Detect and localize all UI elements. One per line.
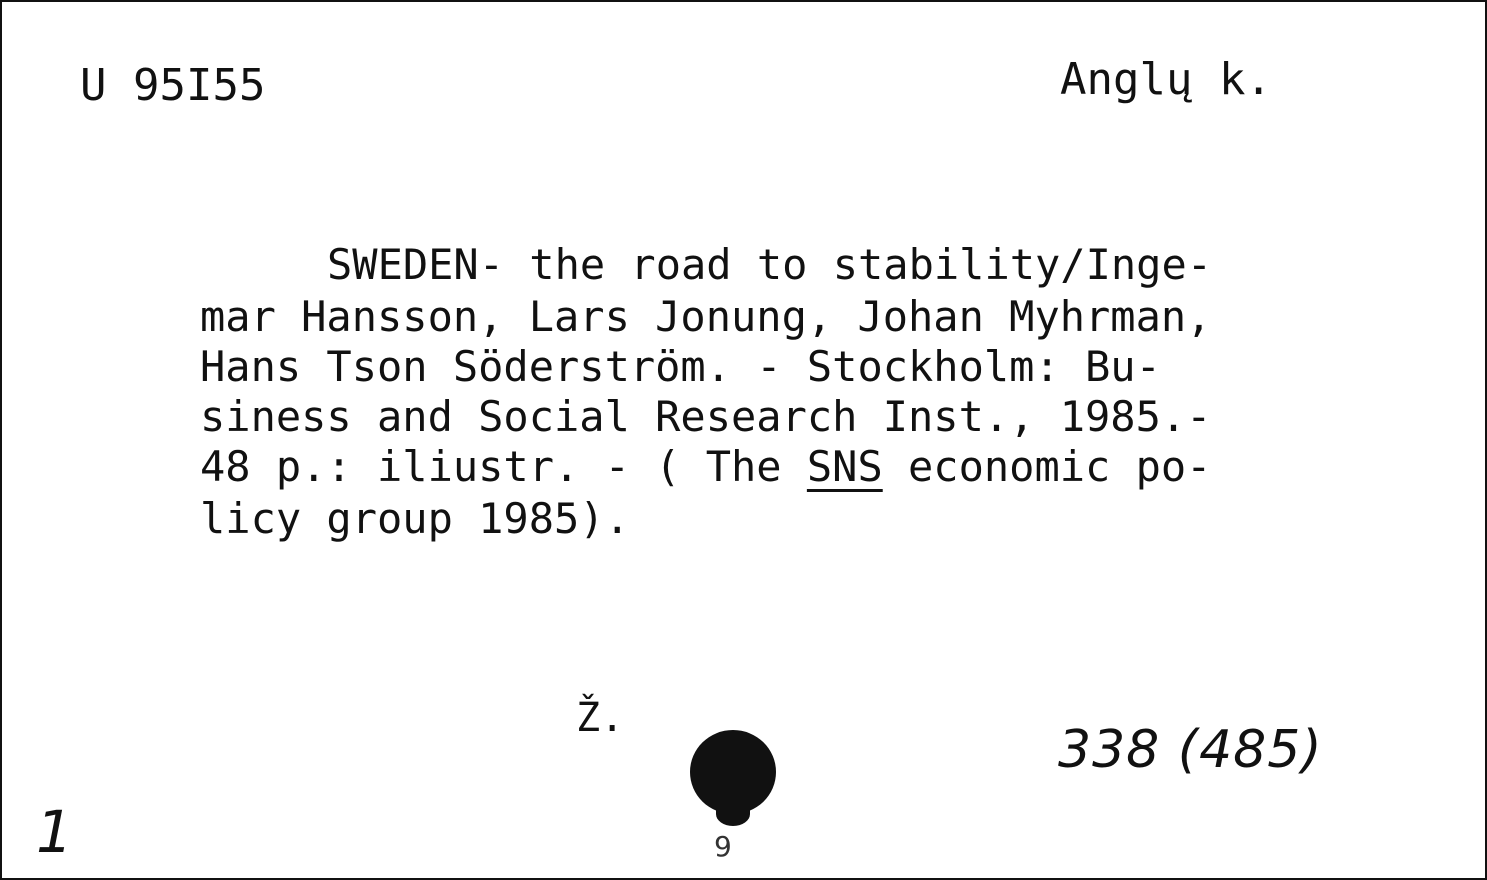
entry-line-1: SWEDEN- the road to stability/Inge-	[327, 240, 1213, 289]
entry-line-2: mar Hansson, Lars Jonung, Johan Myhrman,	[200, 292, 1212, 341]
entry-line-6: licy group 1985).	[200, 494, 630, 543]
sns-underlined: SNS	[806, 442, 883, 491]
call-number: U 95I55	[80, 60, 266, 111]
entry-line-5	[200, 442, 1212, 491]
bottom-mark: Ž.	[576, 695, 625, 741]
punch-hole-tail	[716, 802, 750, 826]
hole-mark: 9	[714, 830, 732, 863]
entry-line-3: Hans Tson Söderström. - Stockholm: Bu-	[200, 342, 1161, 391]
entry-line-5-start: 48 p.: iliustr. - ( The	[200, 442, 807, 491]
entry-line-5-end: economic po-	[882, 442, 1212, 491]
handwritten-classification: 338 (485)	[1058, 720, 1323, 780]
handwritten-number: 1	[36, 798, 73, 866]
language-note: Anglų k.	[1060, 54, 1272, 105]
entry-line-4: siness and Social Research Inst., 1985.-	[200, 392, 1212, 441]
